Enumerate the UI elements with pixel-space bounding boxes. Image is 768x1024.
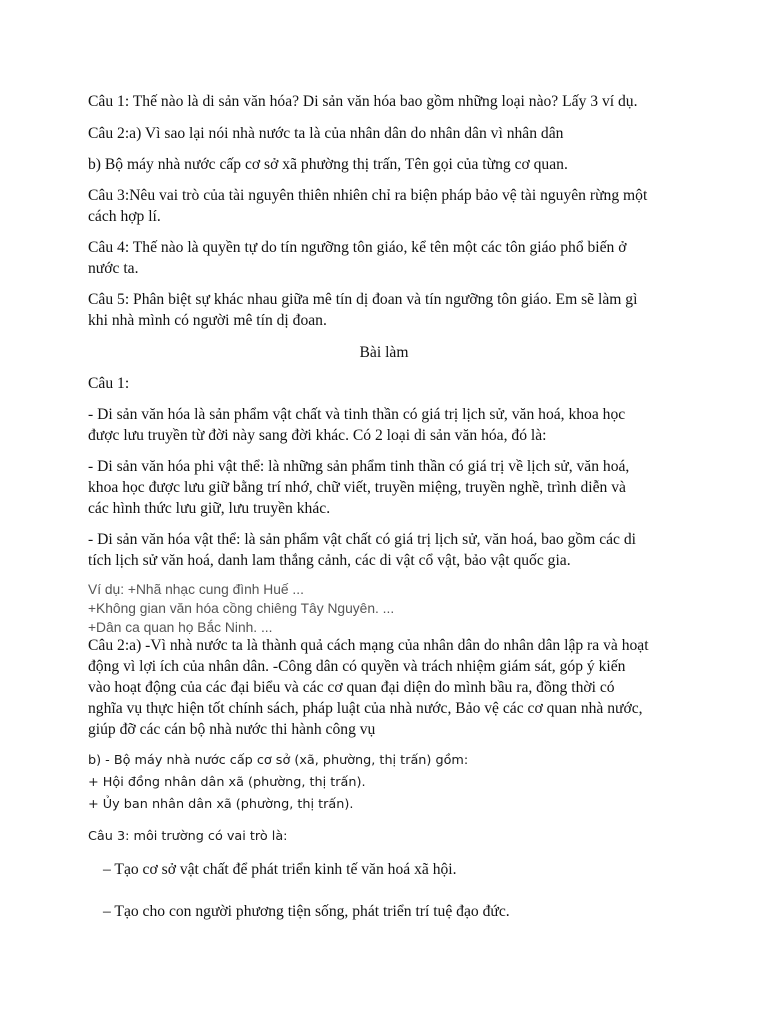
answer-1-para-1-line-2: được lưu truyền từ đời này sang đời khác. Có 2 loại di sản văn hóa, đó là: <box>88 427 547 444</box>
answer-2a-line-5: giúp đỡ các cán bộ nhà nước thi hành công vụ <box>88 721 376 738</box>
question-2a: Câu 2:a) Vì sao lại nói nhà nước ta là của nhân dân do nhân dân vì nhân dân <box>88 125 564 142</box>
question-3-line-1: Câu 3:Nêu vai trò của tài nguyên thiên nhiên chỉ ra biện pháp bảo vệ tài nguyên rừng một <box>88 187 648 204</box>
answer-2b-line-2: + Hội đồng nhân dân xã (phường, thị trấn). <box>88 775 366 790</box>
answer-2a-line-3: vào hoạt động của các đại biểu và các cơ quan đại diện do mình bầu ra, đồng thời có <box>88 679 615 696</box>
example-line-3: +Dân ca quan họ Bắc Ninh. ... <box>88 620 273 635</box>
answer-1-para-2-line-1: - Di sản văn hóa phi vật thể: là những sản phẩm tinh thần có giá trị về lịch sử, văn hoá, <box>88 458 630 475</box>
answer-3-heading: Câu 3: môi trường có vai trò là: <box>88 829 288 844</box>
answer-3-item-1: – Tạo cơ sở vật chất để phát triển kinh tế văn hoá xã hội. <box>103 861 457 878</box>
question-4-line-2: nước ta. <box>88 260 139 277</box>
question-5-line-1: Câu 5: Phân biệt sự khác nhau giữa mê tín dị đoan và tín ngưỡng tôn giáo. Em sẽ làm gì <box>88 291 638 308</box>
example-line-2: +Không gian văn hóa cồng chiêng Tây Nguyên. ... <box>88 601 395 616</box>
answer-1-para-3-line-2: tích lịch sử văn hoá, danh lam thắng cảnh, các di vật cổ vật, bảo vật quốc gia. <box>88 552 571 569</box>
question-3-line-2: cách hợp lí. <box>88 208 161 225</box>
answer-1-heading: Câu 1: <box>88 375 130 392</box>
question-5-line-2: khi nhà mình có người mê tín dị đoan. <box>88 312 327 329</box>
question-4-line-1: Câu 4: Thế nào là quyền tự do tín ngưỡng tôn giáo, kể tên một các tôn giáo phổ biến ở <box>88 239 627 256</box>
example-line-1: Ví dụ: +Nhã nhạc cung đình Huế ... <box>88 582 304 597</box>
answer-1-para-1-line-1: - Di sản văn hóa là sản phẩm vật chất và tinh thần có giá trị lịch sử, văn hoá, khoa học <box>88 406 626 423</box>
answer-2b-line-1: b) - Bộ máy nhà nước cấp cơ sở (xã, phường, thị trấn) gồm: <box>88 753 469 768</box>
answer-2a-line-1: Câu 2:a) -Vì nhà nước ta là thành quả cách mạng của nhân dân do nhân dân lập ra và hoạt <box>88 637 649 654</box>
question-1: Câu 1: Thế nào là di sản văn hóa? Di sản văn hóa bao gồm những loại nào? Lấy 3 ví dụ. <box>88 93 638 110</box>
answer-title: Bài làm <box>359 344 409 361</box>
answer-3-item-2: – Tạo cho con người phương tiện sống, phát triển trí tuệ đạo đức. <box>103 903 510 920</box>
answer-2a-line-2: động vì lợi ích của nhân dân. -Công dân có quyền và trách nhiệm giám sát, góp ý kiến <box>88 658 626 675</box>
answer-1-para-3-line-1: - Di sản văn hóa vật thể: là sản phẩm vật chất có giá trị lịch sử, văn hoá, bao gồm các di <box>88 531 636 548</box>
answer-1-para-2-line-3: các hình thức lưu giữ, lưu truyền khác. <box>88 500 331 517</box>
answer-1-para-2-line-2: khoa học được lưu giữ bằng trí nhớ, chữ viết, truyền miệng, truyền nghề, trình diễn và <box>88 479 626 496</box>
answer-2b-line-3: + Ủy ban nhân dân xã (phường, thị trấn). <box>88 797 354 812</box>
question-2b: b) Bộ máy nhà nước cấp cơ sở xã phường thị trấn, Tên gọi của từng cơ quan. <box>88 156 568 173</box>
answer-2a-line-4: nghĩa vụ thực hiện tốt chính sách, pháp luật của nhà nước, Bảo vệ các cơ quan nhà nước, <box>88 700 643 717</box>
